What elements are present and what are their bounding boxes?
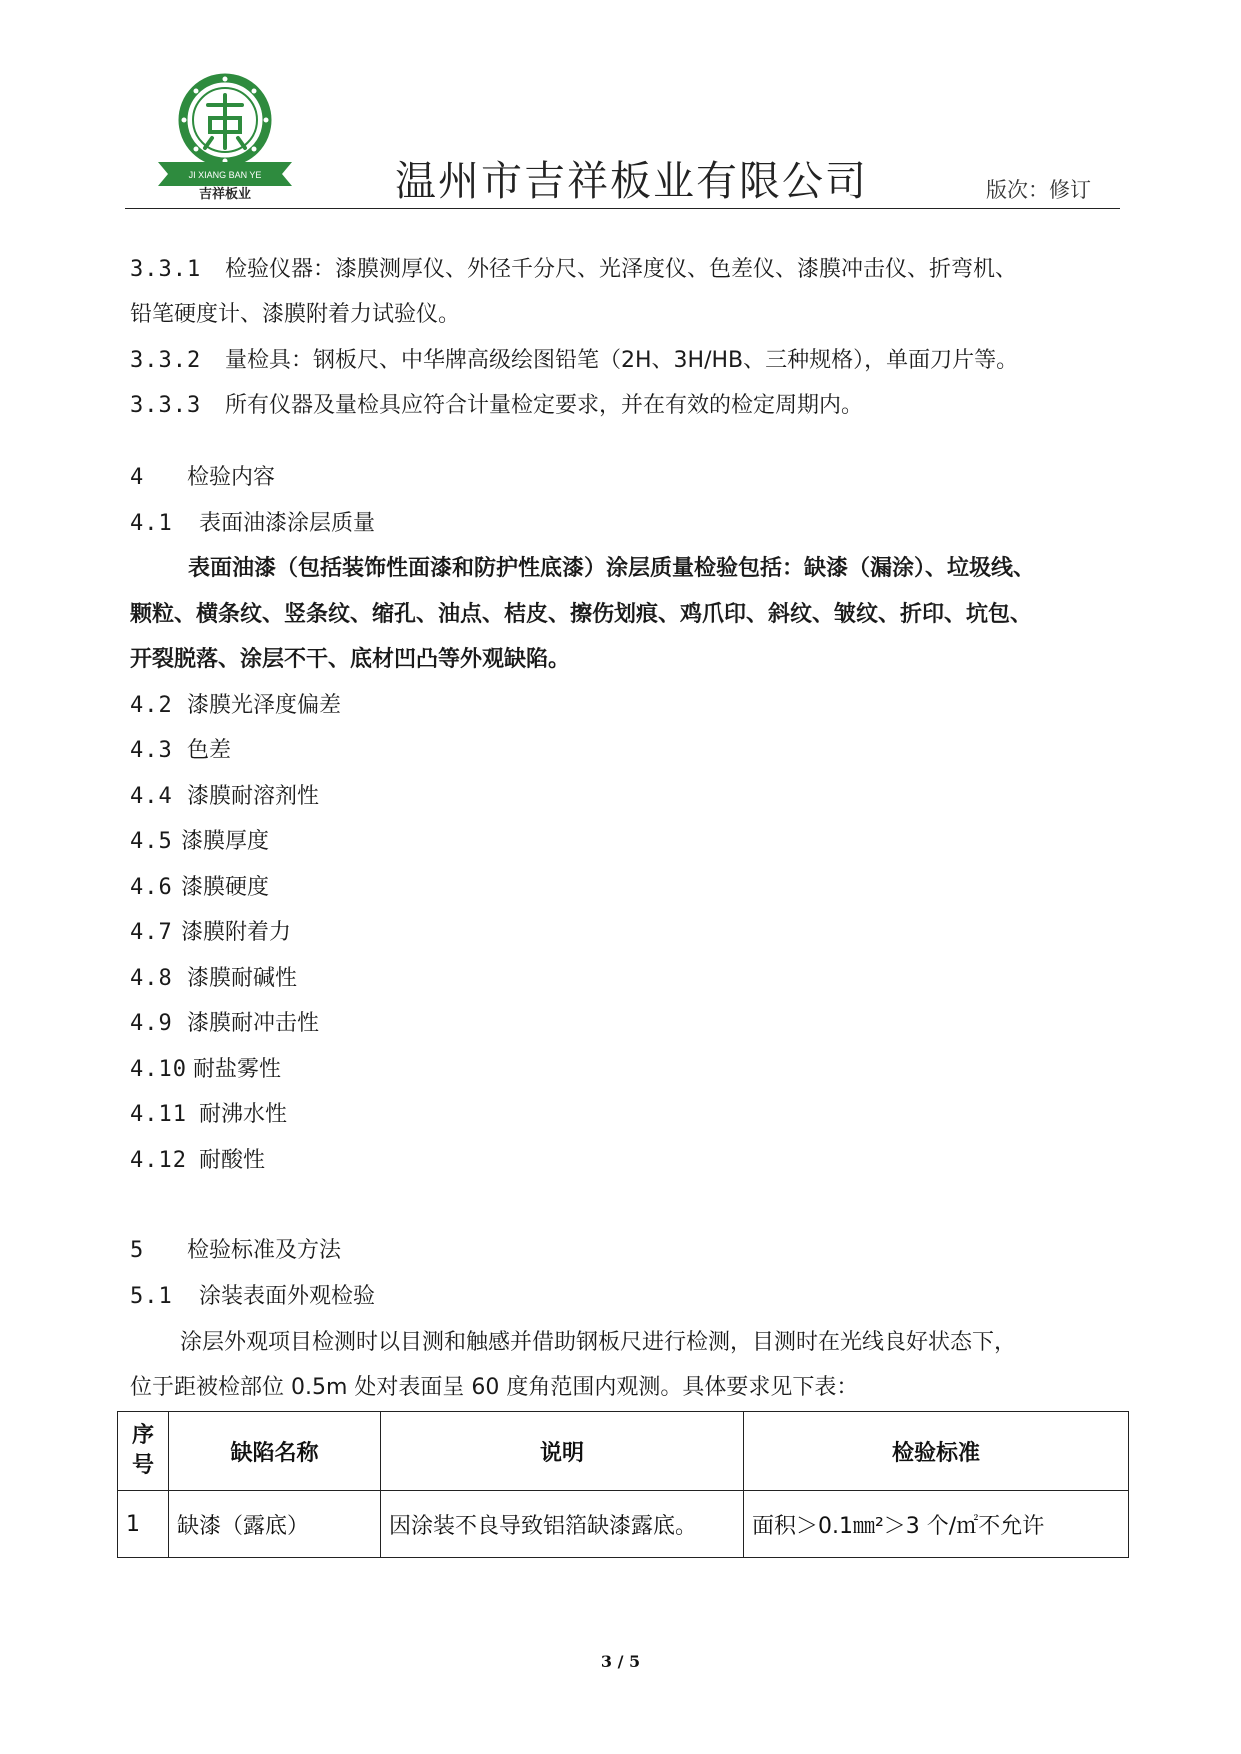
- section-heading: [130, 870, 269, 901]
- paragraph-line: [130, 343, 1018, 374]
- section-number: 4.9: [130, 1011, 173, 1036]
- cell-no: 1: [118, 1491, 169, 1558]
- section-heading: [130, 460, 275, 491]
- cell-description: 因涂装不良导致铝箔缺漆露底。: [381, 1491, 744, 1558]
- section-heading: [130, 915, 291, 946]
- section-number: 4.10: [130, 1057, 187, 1082]
- line-text: 位于距被检部位 0.5m 处对表面呈 60 度角范围内观测。具体要求见下表：: [130, 1375, 859, 1400]
- section-number: 4.2: [130, 693, 173, 718]
- page-number: 3 / 5: [600, 1652, 641, 1671]
- section-number: 4.11: [130, 1102, 187, 1127]
- heading-text: 漆膜耐冲击性: [187, 1011, 320, 1036]
- heading-text: 漆膜厚度: [181, 829, 270, 854]
- section-number: 5.1: [130, 1284, 173, 1309]
- heading-text: 耐盐雾性: [193, 1057, 282, 1082]
- heading-text: 漆膜硬度: [181, 875, 270, 900]
- section-heading: [130, 506, 375, 537]
- paragraph-line: [130, 597, 1032, 628]
- logo-text-en: JI XIANG BAN YE: [188, 170, 262, 180]
- heading-text: 色差: [187, 738, 232, 763]
- logo-text-cn: 吉祥板业: [198, 187, 252, 200]
- section-number: 4.6: [130, 875, 173, 900]
- header-standard: 检验标准: [744, 1412, 1129, 1491]
- section-number: 4.5: [130, 829, 173, 854]
- section-number: 4: [130, 465, 145, 490]
- paragraph-line: [130, 297, 460, 328]
- heading-text: 检验内容: [187, 465, 276, 490]
- header-no: 序 号: [118, 1412, 169, 1491]
- company-name: 温州市吉祥板业有限公司: [395, 157, 868, 205]
- heading-text: 耐沸水性: [199, 1102, 288, 1127]
- section-number: 4.3: [130, 738, 173, 763]
- section-number: 5: [130, 1238, 145, 1263]
- header-divider: [125, 208, 1120, 209]
- version-label: 版次：修订: [986, 178, 1091, 202]
- section-number: 4.4: [130, 784, 173, 809]
- table-header-row: [118, 1412, 1129, 1491]
- line-text: 量检具：钢板尺、中华牌高级绘图铅笔（2H、3H/HB、三种规格），单面刀片等。: [225, 348, 1019, 373]
- section-heading: [130, 688, 341, 719]
- section-heading: [130, 1097, 287, 1128]
- paragraph-line: [180, 1325, 1016, 1356]
- paragraph-line: [130, 388, 863, 419]
- section-heading: [130, 1052, 281, 1083]
- heading-text: 漆膜光泽度偏差: [187, 693, 342, 718]
- table-row: [118, 1491, 1129, 1558]
- section-number: 3.3.1: [130, 257, 202, 282]
- line-text: 开裂脱落、涂层不干、底材凹凸等外观缺陷。: [130, 647, 571, 672]
- line-text: 表面油漆（包括装饰性面漆和防护性底漆）涂层质量检验包括：缺漆（漏涂）、垃圾线、: [188, 556, 1036, 581]
- line-text: 涂层外观项目检测时以目测和触感并借助钢板尺进行检测，目测时在光线良好状态下，: [180, 1330, 1017, 1355]
- section-heading: [130, 1233, 341, 1264]
- paragraph-line: [130, 252, 1017, 283]
- company-logo: [150, 70, 300, 200]
- heading-text: 漆膜附着力: [181, 920, 292, 945]
- section-heading: [130, 1143, 265, 1174]
- header-defect-name: 缺陷名称: [169, 1412, 381, 1491]
- line-text: 所有仪器及量检具应符合计量检定要求，并在有效的检定周期内。: [225, 393, 864, 418]
- line-text: 铅笔硬度计、漆膜附着力试验仪。: [130, 302, 461, 327]
- section-heading: [130, 1006, 319, 1037]
- header-description: 说明: [381, 1412, 744, 1491]
- line-text: 检验仪器：漆膜测厚仪、外径千分尺、光泽度仪、色差仪、漆膜冲击仪、折弯机、: [225, 257, 1018, 282]
- heading-text: 检验标准及方法: [187, 1238, 342, 1263]
- line-text: 颗粒、横条纹、竖条纹、缩孔、油点、桔皮、擦伤划痕、鸡爪印、斜纹、皱纹、折印、坑包、: [130, 602, 1033, 627]
- section-heading: [130, 779, 319, 810]
- heading-text: 漆膜耐碱性: [187, 966, 298, 991]
- section-heading: [130, 1279, 375, 1310]
- section-number: 3.3.2: [130, 348, 202, 373]
- section-heading: [130, 824, 269, 855]
- section-number: 4.12: [130, 1148, 187, 1173]
- heading-text: 漆膜耐溶剂性: [187, 784, 320, 809]
- section-number: 3.3.3: [130, 393, 202, 418]
- cell-standard: 面积＞0.1㎜²＞3 个/㎡不允许: [744, 1491, 1129, 1558]
- paragraph-line: [130, 642, 570, 673]
- cell-defect-name: 缺漆（露底）: [169, 1491, 381, 1558]
- defect-spec-table: [117, 1411, 1129, 1558]
- section-number: 4.7: [130, 920, 173, 945]
- section-number: 4.8: [130, 966, 173, 991]
- heading-text: 耐酸性: [199, 1148, 266, 1173]
- heading-text: 涂装表面外观检验: [199, 1284, 376, 1309]
- section-heading: [130, 733, 231, 764]
- section-heading: [130, 961, 297, 992]
- heading-text: 表面油漆涂层质量: [199, 511, 376, 536]
- section-number: 4.1: [130, 511, 173, 536]
- paragraph-line: [188, 551, 1035, 582]
- paragraph-line: [130, 1370, 858, 1401]
